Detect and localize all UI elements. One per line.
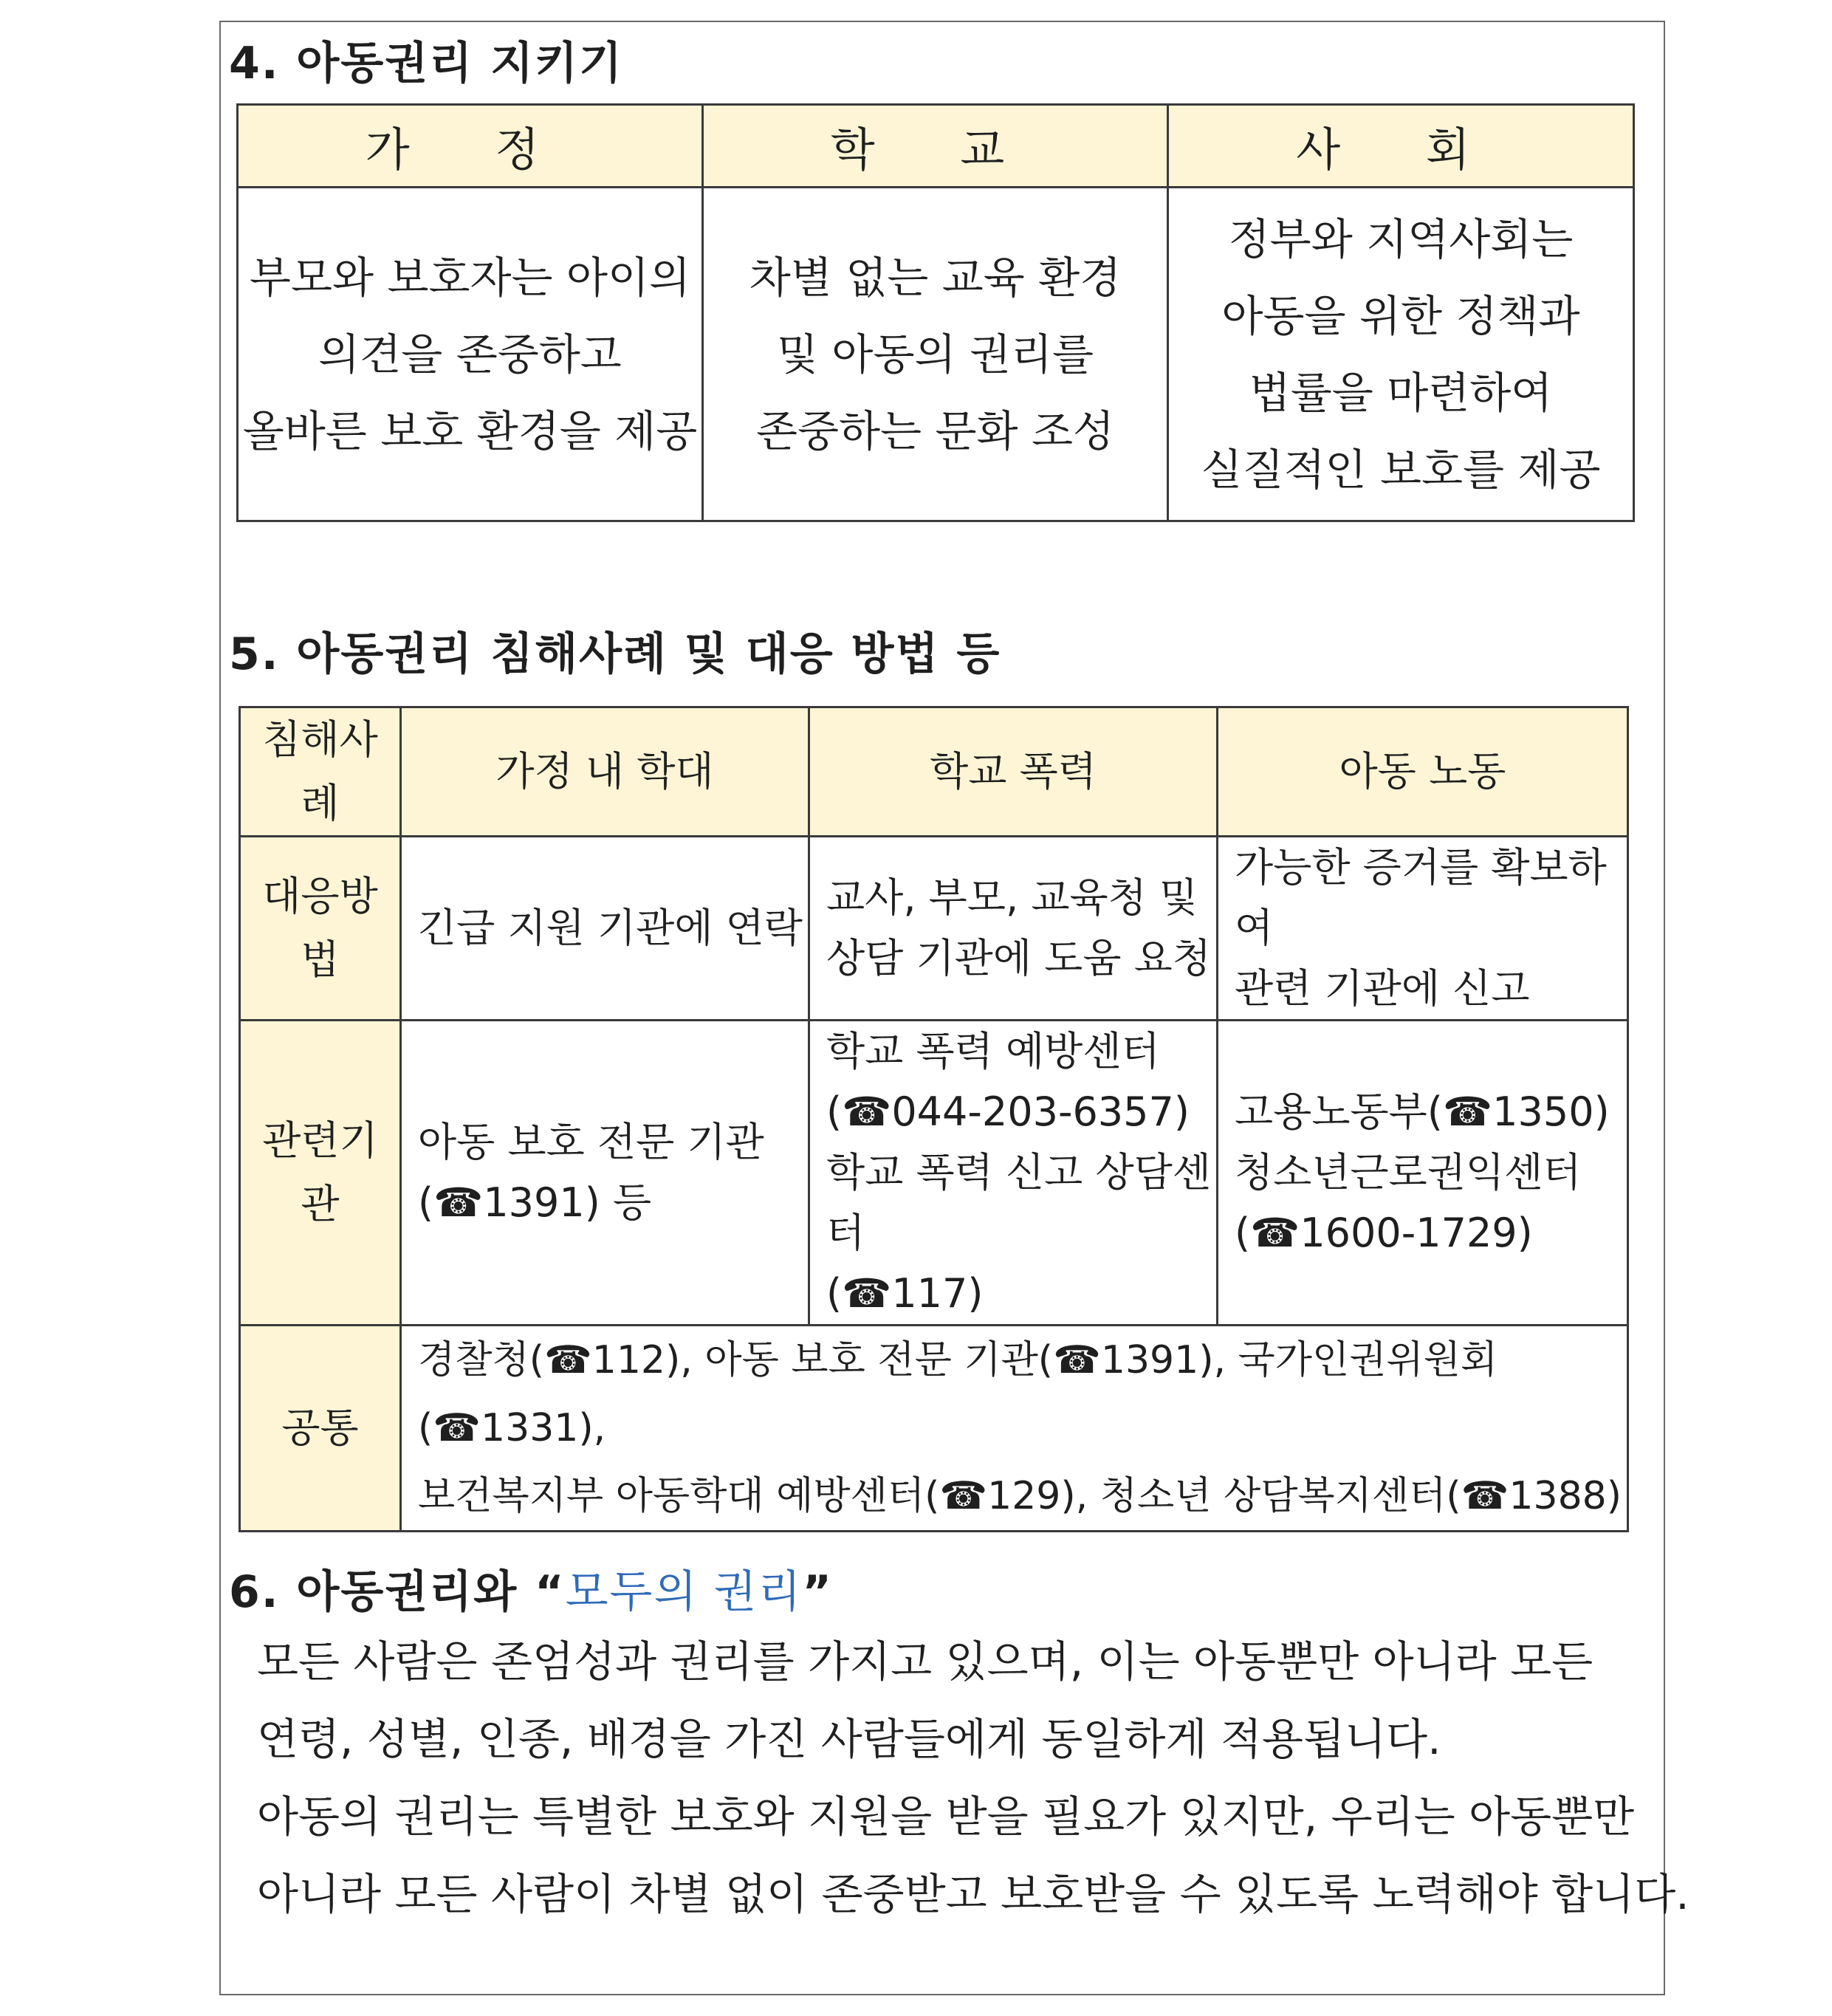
agency-labor: 고용노동부(☎1350) 청소년근로권익센터 (☎1600-1729) [1218,1021,1628,1326]
family-cell: 부모와 보호자는 아이의 의견을 존중하고 올바른 보호 환경을 제공 [238,188,703,521]
violation-table [239,706,1629,1532]
case-domestic-abuse: 가정 내 학대 [401,707,809,837]
header-family: 가 정 [238,105,703,188]
response-labor: 가능한 증거를 확보하여 관련 기관에 신고 [1218,837,1628,1021]
title-highlight: 모두의 권리 [565,1566,803,1618]
case-school-violence: 학교 폭력 [809,707,1218,837]
common-agencies: 경찰청(☎112), 아동 보호 전문 기관(☎1391), 국가인권위원회(☎1331), 보건복지부 아동학대 예방센터(☎129), 청소년 상담복지센터(☎1388) [401,1326,1628,1532]
section5-title: 5. 아동권리 침해사례 및 대응 방법 등 [229,628,1001,680]
response-domestic: 긴급 지원 기관에 연락 [401,837,809,1021]
header-school: 학 교 [703,105,1168,188]
case-child-labor: 아동 노동 [1218,707,1628,837]
protection-table [236,103,1635,522]
row-label-response: 대응방 법 [240,837,401,1021]
agency-domestic: 아동 보호 전문 기관 (☎1391) 등 [401,1021,809,1326]
row-label-common: 공통 [240,1326,401,1532]
response-school: 교사, 부모, 교육청 및 상담 기관에 도움 요청 [809,837,1218,1021]
row-label-agency: 관련기 관 [240,1021,401,1326]
society-cell: 정부와 지역사회는 아동을 위한 정책과 법률을 마련하여 실질적인 보호를 제공 [1168,188,1634,521]
section6-body: 모든 사람은 존엄성과 권리를 가지고 있으며, 이는 아동뿐만 아니라 모든 연령, 성별, 인종, 배경을 가진 사람들에게 동일하게 적용됩니다. 아동의 권리는 특별한 보호와 지원을 받을 필요가 있지만, 우리는 아동뿐만 아니라 모든 사람이 차별 없이 존중받고 보호받을 수 있도록 노력해야 합니다. [257,1636,1689,1919]
section6-title: 6. 아동권리와 “모두의 권리” [229,1566,833,1618]
school-cell: 차별 없는 교육 환경 및 아동의 권리를 존중하는 문화 조성 [703,188,1168,521]
section4-title: 4. 아동권리 지키기 [229,38,624,89]
row-label-case: 침해사 례 [240,707,401,837]
agency-school: 학교 폭력 예방센터 (☎044-203-6357) 학교 폭력 신고 상담센터 (☎117) [809,1021,1218,1326]
header-society: 사 회 [1168,105,1634,188]
